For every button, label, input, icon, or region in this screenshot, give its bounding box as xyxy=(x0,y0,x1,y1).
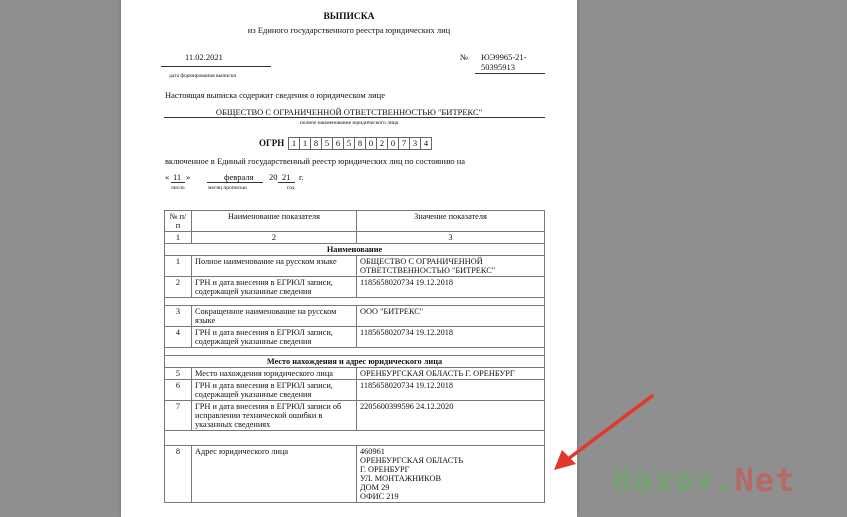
extract-number-line2: 50395913 xyxy=(481,62,515,72)
extract-number-line1: ЮЭ9965-21- xyxy=(481,52,527,62)
ogrn-digits xyxy=(288,137,431,150)
address-line: УЛ. МОНТАЖНИКОВ xyxy=(360,474,441,483)
row-name: ГРН и дата внесения в ЕГРЮЛ записи, содержащей указанные сведения xyxy=(192,277,357,298)
table-row xyxy=(165,306,545,327)
month-underline xyxy=(207,182,263,183)
table-header-row xyxy=(165,211,545,232)
table-row xyxy=(165,401,545,431)
column-number-cell: 2 xyxy=(192,232,357,244)
number-underline xyxy=(475,73,545,74)
date-day: 11 xyxy=(173,172,182,182)
row-number: 8 xyxy=(165,446,192,503)
row-number: 7 xyxy=(165,401,192,431)
row-value: ООО "БИТРЕКС" xyxy=(357,306,545,327)
row-name: ГРН и дата внесения в ЕГРЮЛ записи об исправлении технической ошибки в указанных сведениях xyxy=(192,401,357,431)
header-cell: Значение показателя xyxy=(357,211,545,232)
row-number: 4 xyxy=(165,327,192,348)
document-page xyxy=(121,0,577,517)
row-number: 3 xyxy=(165,306,192,327)
site-watermark xyxy=(613,461,795,499)
row-number: 1 xyxy=(165,256,192,277)
ogrn-digit: 1 xyxy=(288,137,300,150)
row-name: ГРН и дата внесения в ЕГРЮЛ записи, содержащей указанные сведения xyxy=(192,327,357,348)
ogrn-digit: 7 xyxy=(398,137,410,150)
row-name: Место нахождения юридического лица xyxy=(192,368,357,380)
row-name: ГРН и дата внесения в ЕГРЮЛ записи, содержащей указанные сведения xyxy=(192,380,357,401)
ogrn-digit: 2 xyxy=(376,137,388,150)
ogrn-digit: 3 xyxy=(409,137,421,150)
company-underline xyxy=(164,117,545,118)
ogrn-digit: 8 xyxy=(354,137,366,150)
register-table xyxy=(164,210,545,503)
row-name: Сокращенное наименование на русском языке xyxy=(192,306,357,327)
address-line: Г. ОРЕНБУРГ xyxy=(360,465,410,474)
spacer-row xyxy=(165,348,545,356)
day-caption: число xyxy=(171,185,185,191)
company-name: ОБЩЕСТВО С ОГРАНИЧЕННОЙ ОТВЕТСТВЕННОСТЬЮ "БИТРЕКС" xyxy=(215,107,483,117)
column-number-cell: 1 xyxy=(165,232,192,244)
row-number: 2 xyxy=(165,277,192,298)
header-cell: Наименование показателя xyxy=(192,211,357,232)
row-name: Полное наименование на русском языке xyxy=(192,256,357,277)
year-caption: год xyxy=(287,185,295,191)
date-underline xyxy=(161,66,271,67)
company-caption: полное наименование юридического лица xyxy=(299,120,399,126)
ogrn-digit: 0 xyxy=(365,137,377,150)
number-sign: № xyxy=(460,52,469,62)
date-month: февраля xyxy=(224,172,254,182)
table-row xyxy=(165,256,545,277)
ogrn-digit: 5 xyxy=(343,137,355,150)
row-value: 1185658020734 19.12.2018 xyxy=(357,327,545,348)
section-title: Место нахождения и адрес юридического лица xyxy=(165,356,545,368)
header-cell: № п/п xyxy=(165,211,192,232)
row-number: 6 xyxy=(165,380,192,401)
document-subtitle: из Единого государственного реестра юридических лиц xyxy=(247,25,451,35)
column-number-cell: 3 xyxy=(357,232,545,244)
included-text: включенное в Единый государственный реестр юридических лиц по состоянию на xyxy=(165,156,466,166)
row-number: 5 xyxy=(165,368,192,380)
table-row xyxy=(165,380,545,401)
address-line: 460961 xyxy=(360,447,385,456)
row-name: Адрес юридического лица xyxy=(192,446,357,503)
ogrn-label: ОГРН xyxy=(259,138,285,148)
row-value: ОБЩЕСТВО С ОГРАНИЧЕННОЙ ОТВЕТСТВЕННОСТЬЮ "БИТРЕКС" xyxy=(357,256,545,277)
address-line: ДОМ 29 xyxy=(360,483,390,492)
table-row xyxy=(165,327,545,348)
section-row xyxy=(165,356,545,368)
watermark-part1: Haxov. xyxy=(613,461,735,499)
section-row xyxy=(165,244,545,256)
table-row xyxy=(165,446,545,503)
date-year-abbr: г. xyxy=(299,172,304,182)
date-open-quote: « xyxy=(165,172,170,182)
watermark-part2: Net xyxy=(734,461,796,499)
ogrn-digit: 4 xyxy=(420,137,432,150)
ogrn-digit: 6 xyxy=(332,137,344,150)
column-number-row xyxy=(165,232,545,244)
ogrn-digit: 0 xyxy=(387,137,399,150)
row-value xyxy=(357,446,545,503)
row-value: 1185658020734 19.12.2018 xyxy=(357,277,545,298)
month-caption: месяц прописью xyxy=(208,185,247,191)
row-value: ОРЕНБУРГСКАЯ ОБЛАСТЬ Г. ОРЕНБУРГ xyxy=(357,368,545,380)
intro-text: Настоящая выписка содержит сведения о юридическом лице xyxy=(165,90,385,100)
spacer-row xyxy=(165,431,545,446)
address-line: ОФИС 219 xyxy=(360,492,399,501)
date-year-prefix: 20 xyxy=(269,172,278,182)
table-row xyxy=(165,368,545,380)
year-underline xyxy=(278,182,295,183)
date-caption: дата формирования выписки xyxy=(169,73,237,79)
date-year-suffix: 21 xyxy=(282,172,291,182)
table-row xyxy=(165,277,545,298)
formation-date: 11.02.2021 xyxy=(185,52,223,62)
document-title: ВЫПИСКА xyxy=(323,12,375,22)
address-line: ОРЕНБУРГСКАЯ ОБЛАСТЬ xyxy=(360,456,464,465)
row-value: 1185658020734 19.12.2018 xyxy=(357,380,545,401)
row-value: 2205600399596 24.12.2020 xyxy=(357,401,545,431)
spacer-row xyxy=(165,298,545,306)
ogrn-digit: 8 xyxy=(310,137,322,150)
section-title: Наименование xyxy=(165,244,545,256)
ogrn-digit: 5 xyxy=(321,137,333,150)
day-underline xyxy=(171,182,185,183)
date-close-quote: » xyxy=(186,172,191,182)
ogrn-digit: 1 xyxy=(299,137,311,150)
